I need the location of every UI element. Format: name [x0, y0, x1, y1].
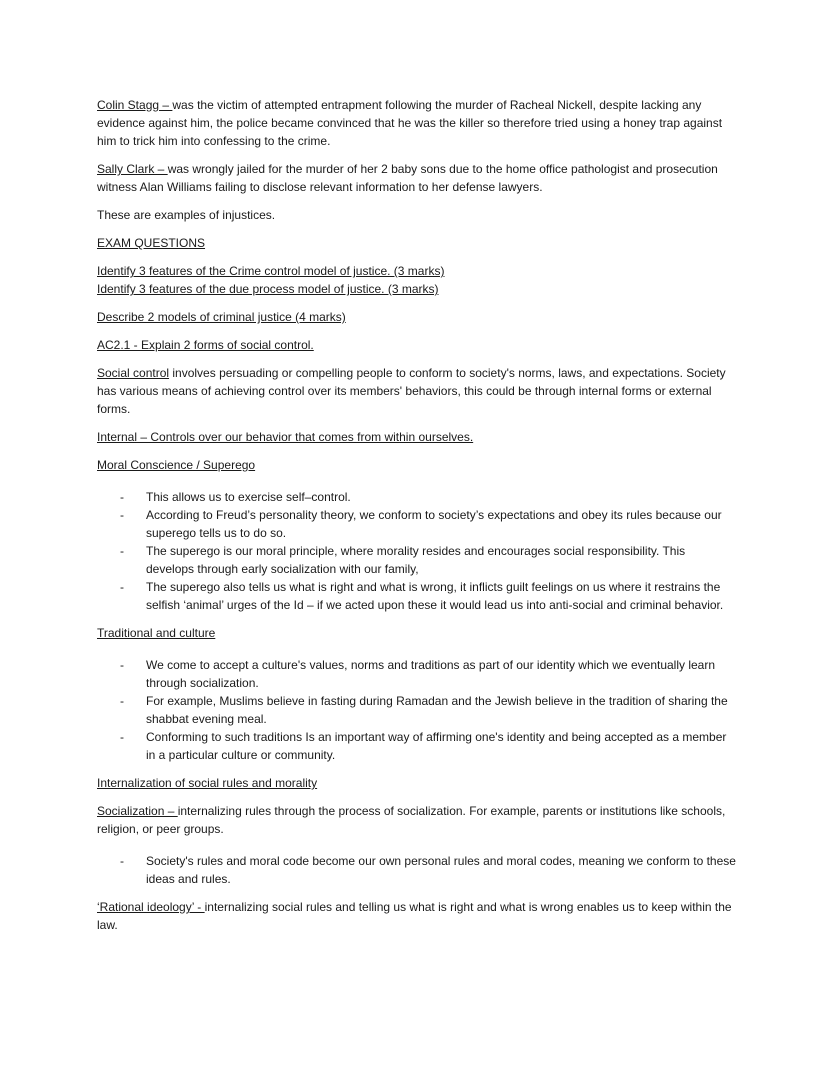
list-item: - Society's rules and moral code become our own personal rules and moral codes, meaning we conform to these ideas and rules.: [146, 852, 736, 888]
paragraph-injustices: These are examples of injustices.: [97, 208, 276, 222]
heading-moral-conscience: Moral Conscience / Superego: [97, 458, 256, 472]
paragraph-sally-clark: [97, 160, 736, 196]
paragraph-rational-ideology: [97, 898, 736, 934]
text-rational-ideology: internalizing social rules and telling us what is right and what is wrong enables us to keep within the law.: [97, 900, 732, 932]
heading-internalization: Internalization of social rules and morality: [97, 776, 318, 790]
term-rational-ideology: ‘Rational ideology’ -: [97, 900, 205, 914]
list-item: - According to Freud’s personality theory, we conform to society’s expectations and obey its rules because our superego tells us to do so.: [146, 506, 736, 542]
list-traditional-culture: [97, 656, 736, 764]
heading-traditional-culture: Traditional and culture: [97, 626, 216, 640]
heading-internal: Internal – Controls over our behavior that comes from within ourselves.: [97, 430, 474, 444]
exam-question-3: Describe 2 models of criminal justice (4 marks): [97, 310, 346, 324]
text-colin-stagg: was the victim of attempted entrapment following the murder of Racheal Nickell, despite lacking any evidence against him, the police became convinced that he was the killer so therefore tried using a honey trap against him to trick him into confessing to the crime.: [97, 98, 723, 148]
term-socialization: Socialization –: [97, 804, 178, 818]
text-social-control: involves persuading or compelling people to conform to society's norms, laws, and expectations. Society has various means of achieving control over its members' behaviors, this could be through internal forms or external forms.: [97, 366, 726, 416]
exam-question-1: Identify 3 features of the Crime control model of justice. (3 marks): [97, 264, 445, 278]
list-moral-conscience: [97, 488, 736, 614]
list-socialization: [97, 852, 736, 888]
exam-question-2: Identify 3 features of the due process model of justice. (3 marks): [97, 282, 439, 296]
term-sally-clark: Sally Clark –: [97, 162, 168, 176]
paragraph-colin-stagg: [97, 96, 736, 150]
paragraph-social-control: [97, 364, 736, 418]
text-sally-clark: was wrongly jailed for the murder of her 2 baby sons due to the home office pathologist and prosecution witness Alan Williams failing to disclose relevant information to her defense lawyers.: [97, 162, 718, 194]
heading-exam-questions: EXAM QUESTIONS: [97, 236, 206, 250]
list-item: - Conforming to such traditions Is an important way of affirming one's identity and being accepted as a member in a particular culture or community.: [146, 728, 736, 764]
paragraph-socialization: [97, 802, 736, 838]
text-socialization: internalizing rules through the process of socialization. For example, parents or institutions like schools, religion, or peer groups.: [97, 804, 726, 836]
list-item: - For example, Muslims believe in fasting during Ramadan and the Jewish believe in the tradition of sharing the shabbat evening meal.: [146, 692, 736, 728]
list-item: - This allows us to exercise self–control.: [146, 488, 736, 506]
heading-ac2-1: AC2.1 - Explain 2 forms of social control.: [97, 338, 314, 352]
list-item: - We come to accept a culture's values, norms and traditions as part of our identity which we eventually learn through socialization.: [146, 656, 736, 692]
list-item: - The superego also tells us what is right and what is wrong, it inflicts guilt feelings on us where it restrains the selfish ‘animal’ urges of the Id – if we acted upon these it would lead us into anti-social and criminal behavior.: [146, 578, 736, 614]
term-colin-stagg: Colin Stagg –: [97, 98, 173, 112]
term-social-control: Social control: [97, 366, 170, 380]
list-item: - The superego is our moral principle, where morality resides and encourages social responsibility. This develops through early socialization with our family,: [146, 542, 736, 578]
